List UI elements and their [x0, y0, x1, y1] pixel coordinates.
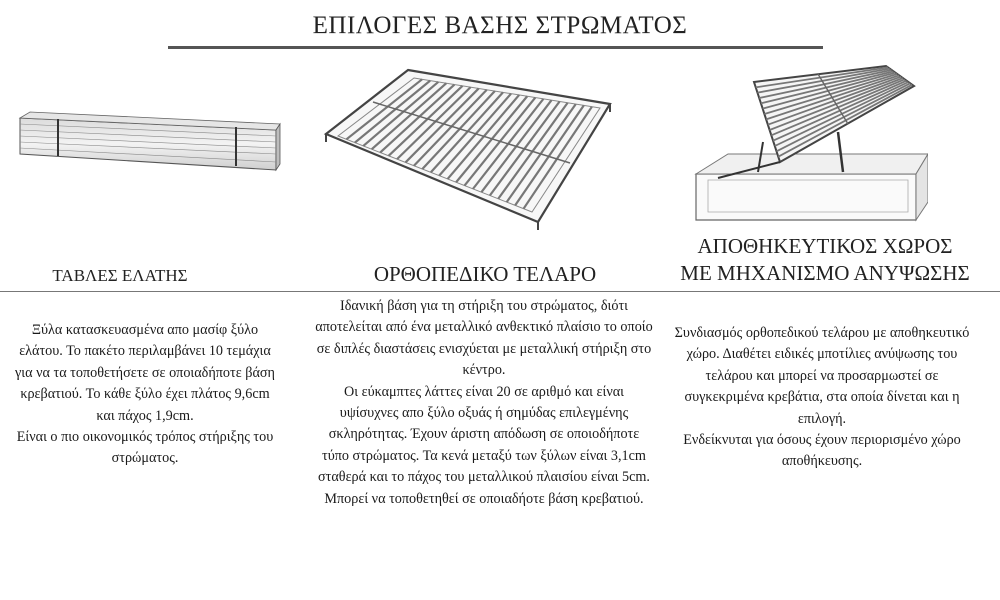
- heading-fir-planks: ΤΑΒΛΕΣ ΕΛΑΤΗΣ: [52, 266, 188, 285]
- paragraph: Ιδανική βάση για τη στήριξη του στρώματος, διότι αποτελείται από ένα μεταλλικό ανθεκτικό πλαίσιο το οποίο σε διπλές διαστάσεις ενισχύεται με μεταλλική στήριξη στο κέντρο.: [315, 298, 653, 379]
- paragraph: Μπορεί να τοποθετηθεί σε οποιαδήοτε βάση κρεβατιού.: [324, 490, 644, 507]
- heading-storage-lift: [650, 233, 1000, 287]
- orthopedic-frame-image: [318, 62, 618, 232]
- storage-lift-image: [688, 62, 928, 232]
- paragraph: Ενδείκνυται για όσους έχουν περιορισμένο χώρο αποθήκευσης.: [683, 432, 961, 470]
- heading-storage-line-1: ΑΠΟΘΗΚΕΥΤΙΚΟΣ ΧΩΡΟΣ: [697, 234, 953, 258]
- paragraph: Ξύλα κατασκευασμένα απο μασίφ ξύλο ελάτου. Το πακέτο περιλαμβάνει 10 τεμάχια για να τα τοποθετήσετε σε οποιαδήποτε βάση κρεβατιού. Το κάθε ξύλο έχει πλάτος 9,6cm και πάχος 1,9cm.: [15, 322, 275, 424]
- paragraph: Είναι ο πιο οικονομικός τρόπος στήριξης του στρώματος.: [16, 429, 274, 467]
- section-divider: [0, 291, 1000, 292]
- fir-planks-image: [14, 100, 284, 190]
- paragraph: Συνδιασμός ορθοπεδικού τελάρου με αποθηκευτικό χώρο. Διαθέτει ειδικές μποτίλιες ανύψωσης του τελάρου και μπορεί να προσαρμωστεί σε συγκεκριμένα κρεβάτια, στα οποία δίνεται και η επιλογή.: [674, 325, 970, 427]
- paragraph: Οι εύκαμπτες λάττες είναι 20 σε αριθμό και είναι υψίσυχνες απο ξύλο οξυάς ή σημύδας επιλεγμένης σκληρότητας. Έχουν άριστη απόδωση σε οποιοδήποτε τύπο στρώματος. Τα κενά μεταξύ των ξύλων είναι 3,1cm σταθερά και το πάχος του μεταλλικού πλαισίου είναι 5cm.: [318, 383, 650, 486]
- heading-orthopedic-frame: ΟΡΘΟΠΕΔΙΚΟ ΤΕΛΑΡΟ: [373, 262, 597, 286]
- description-orthopedic-frame: [315, 296, 653, 510]
- title-underline: [168, 46, 823, 49]
- page-title: ΕΠΙΛΟΓΕΣ ΒΑΣΗΣ ΣΤΡΩΜΑΤΟΣ: [312, 12, 688, 39]
- description-storage-lift: [672, 323, 972, 473]
- description-fir-planks: [10, 320, 280, 470]
- heading-storage-line-2: ΜΕ ΜΗΧΑΝΙΣΜΟ ΑΝΥΨΩΣΗΣ: [680, 261, 970, 285]
